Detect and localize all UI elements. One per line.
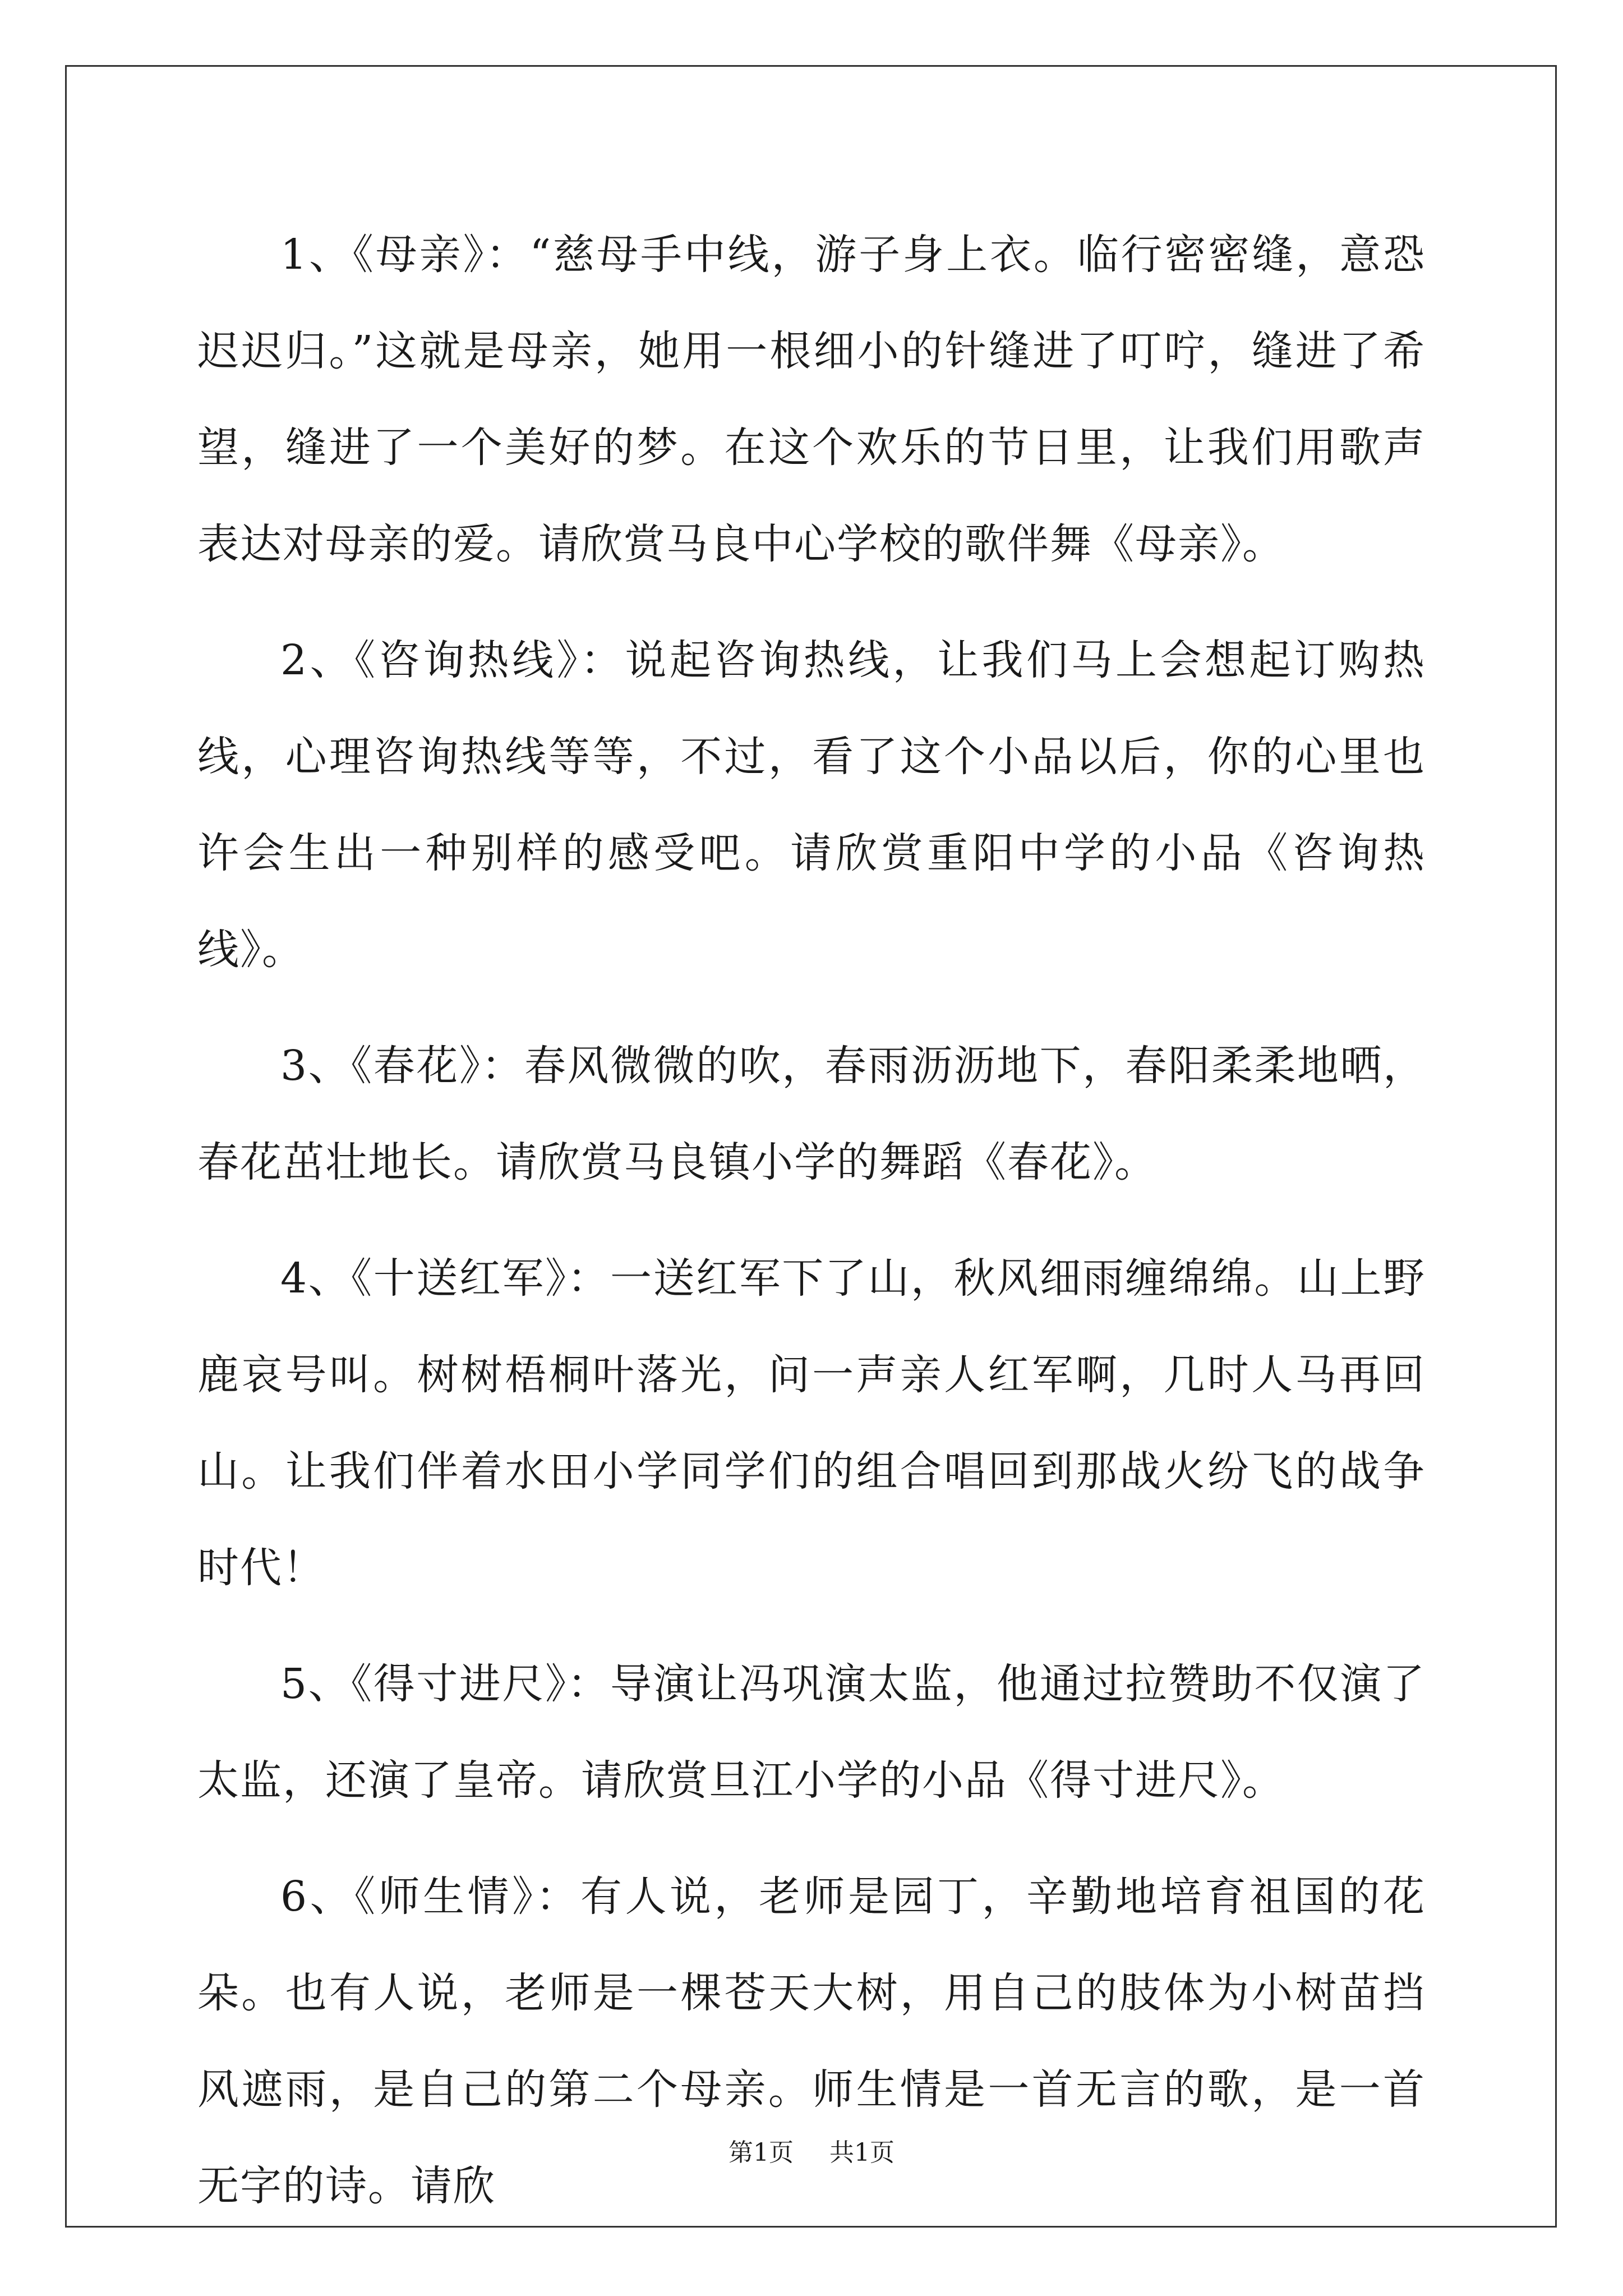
page-number-current: 第1页: [728, 2138, 794, 2167]
page-number-total: 共1页: [829, 2138, 895, 2167]
paragraph-1: 1、《母亲》：“慈母手中线，游子身上衣。临行密密缝，意恐迟迟归。”这就是母亲，她用一根细小的针缝进了叮咛，缝进了希望，缝进了一个美好的梦。在这个欢乐的节日里，让我们用歌声表达对母亲的爱。请欣赏马良中心学校的歌伴舞《母亲》。: [197, 231, 1426, 568]
paragraph-4: 4、《十送红军》：一送红军下了山，秋风细雨缠绵绵。山上野鹿哀号叫。树树梧桐叶落光，问一声亲人红军啊，几时人马再回山。让我们伴着水田小学同学们的组合唱回到那战火纷飞的战争时代！: [197, 1254, 1426, 1592]
page-footer: [0, 2136, 1623, 2170]
paragraph-6: 6、《师生情》：有人说，老师是园丁，辛勤地培育祖国的花朵。也有人说，老师是一棵苍天大树，用自己的肢体为小树苗挡风遮雨，是自己的第二个母亲。师生情是一首无言的歌，是一首无字的诗。请欣: [197, 1872, 1426, 2210]
document-body: [197, 206, 1426, 2254]
paragraph-2: 2、《咨询热线》：说起咨询热线，让我们马上会想起订购热线，心理咨询热线等等，不过，看了这个小品以后，你的心里也许会生出一种别样的感受吧。请欣赏重阳中学的小品《咨询热线》。: [197, 636, 1426, 974]
paragraph-3: 3、《春花》：春风微微的吹，春雨沥沥地下，春阳柔柔地晒，春花茁壮地长。请欣赏马良镇小学的舞蹈《春花》。: [197, 1042, 1426, 1186]
paragraph-5: 5、《得寸进尺》：导演让冯巩演太监，他通过拉赞助不仅演了太监，还演了皇帝。请欣赏旦江小学的小品《得寸进尺》。: [197, 1660, 1426, 1805]
